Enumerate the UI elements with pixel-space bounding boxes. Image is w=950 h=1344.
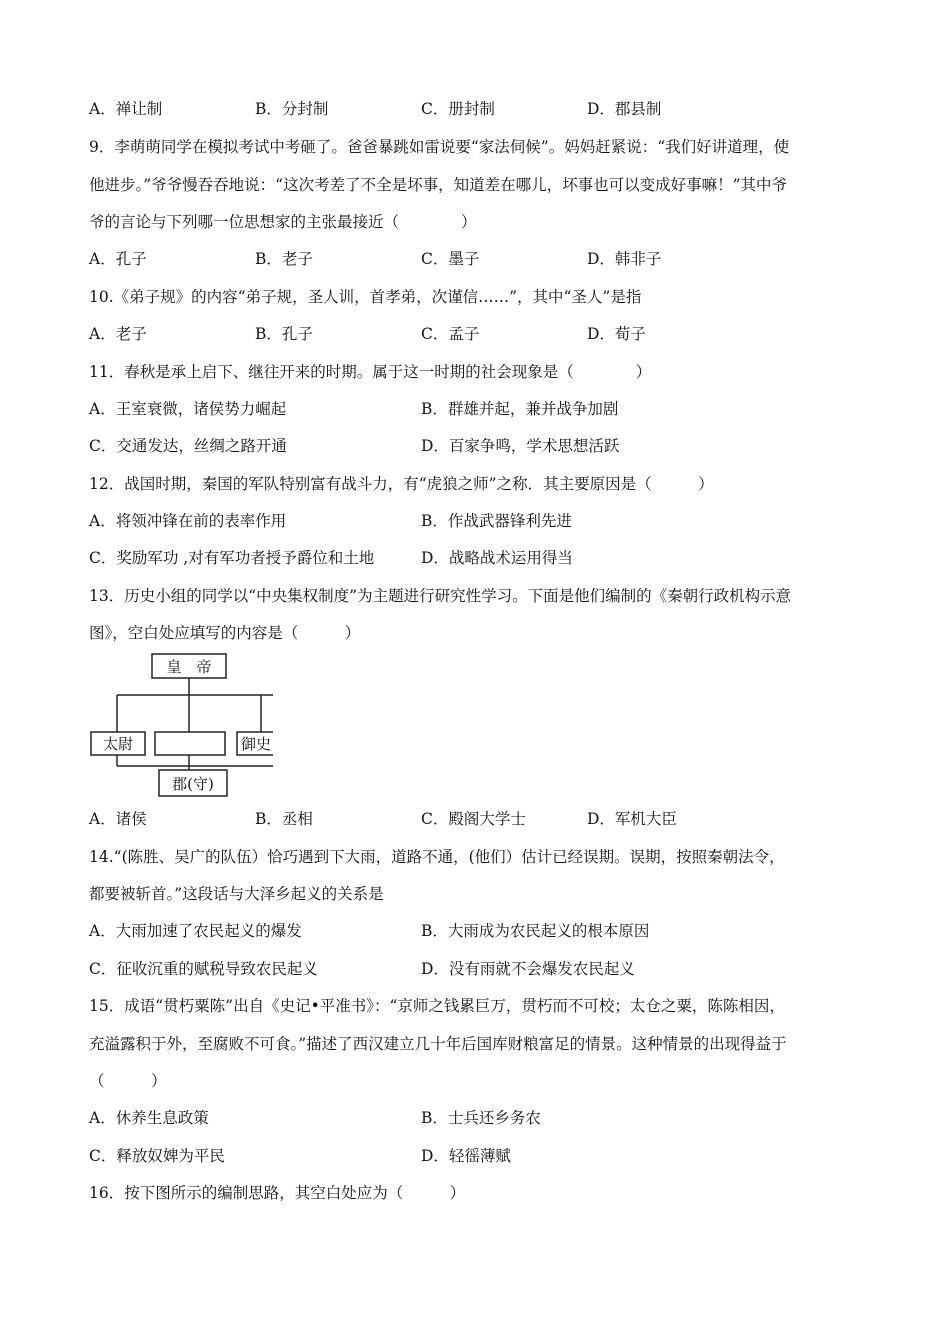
yushi-label: 御史 [241, 735, 272, 753]
q13-option-a: A．诸侯 [89, 810, 147, 828]
q11-option-d: D．百家争鸣，学术思想活跃 [421, 437, 620, 455]
qin-admin-diagram [89, 652, 273, 800]
q9-option-b: B．老子 [255, 250, 313, 268]
q9-stem-line-3: 爷的言论与下列哪一位思想家的主张最接近（ ） [89, 213, 477, 231]
q16-stem: 16．按下图所示的编制思路，其空白处应为（ ） [89, 1184, 466, 1202]
q15-option-d: D．轻徭薄赋 [421, 1147, 511, 1165]
q12-option-d: D．战略战术运用得当 [421, 549, 573, 567]
q10-option-d: D．荀子 [587, 325, 646, 343]
q14-option-b: B．大雨成为农民起义的根本原因 [421, 922, 650, 940]
q10-option-b: B．孔子 [255, 325, 313, 343]
q13-option-d: D．军机大臣 [587, 810, 677, 828]
q15-option-c: C．释放奴婢为平民 [89, 1147, 225, 1165]
q9-option-d: D．韩非子 [587, 250, 662, 268]
q15-option-a: A．休养生息政策 [89, 1109, 209, 1127]
q9-stem-line-2: 他进步。”爷爷慢吞吞地说：“这次考差了不全是坏事，知道差在哪儿，坏事也可以变成好事嘛！”其中爷 [89, 176, 788, 194]
q12-option-a: A．将领冲锋在前的表率作用 [89, 512, 287, 530]
q12-option-c: C．奖励军功 ,对有军功者授予爵位和土地 [89, 549, 375, 567]
q13-option-b: B．丞相 [255, 810, 313, 828]
q9-option-a: A．孔子 [89, 250, 147, 268]
q8-option-a: A．禅让制 [89, 100, 163, 118]
q8-option-c: C．册封制 [421, 100, 495, 118]
q15-option-b: B．士兵还乡务农 [421, 1109, 541, 1127]
q14-stem-line-2: 都要被斩首。”这段话与大泽乡起义的关系是 [89, 885, 384, 903]
q13-stem-line-2: 图》，空白处应填写的内容是（ ） [89, 624, 361, 642]
q15-stem-line-2: 充溢露积于外，至腐败不可食。”描述了西汉建立几十年后国库财粮富足的情景。这种情景的出现得益于 [89, 1035, 787, 1053]
q15-stem-line-1: 15．成语“贯朽粟陈”出自《史记•平准书》：“京师之钱累巨万，贯朽而不可校；太仓之粟，陈陈相因， [89, 997, 785, 1015]
q9-stem-line-1: 9．李萌萌同学在模拟考试中考砸了。爸爸暴跳如雷说要“家法伺候”。妈妈赶紧说：“我们好讲道理，使 [89, 138, 790, 156]
q10-stem: 10.《弟子规》的内容“弟子规，圣人训，首孝弟，次谨信……”，其中“圣人”是指 [89, 288, 642, 306]
q9-option-c: C．墨子 [421, 250, 480, 268]
taiwei-label: 太尉 [102, 735, 134, 753]
q13-stem-line-1: 13．历史小组的同学以“中央集权制度”为主题进行研究性学习。下面是他们编制的《秦朝行政机构示意 [89, 587, 792, 605]
emperor-label: 皇 帝 [166, 658, 212, 676]
q14-option-d: D．没有雨就不会爆发农民起义 [421, 960, 635, 978]
q11-option-b: B．群雄并起，兼并战争加剧 [421, 400, 619, 418]
commandery-label: 郡(守) [172, 775, 214, 793]
q11-option-a: A．王室衰微，诸侯势力崛起 [89, 400, 287, 418]
q12-option-b: B．作战武器锋利先进 [421, 512, 572, 530]
q11-option-c: C．交通发达，丝绸之路开通 [89, 437, 287, 455]
q15-stem-line-3: （ ） [89, 1072, 167, 1090]
q13-option-c: C．殿阁大学士 [421, 810, 526, 828]
q12-stem: 12．战国时期，秦国的军队特别富有战斗力，有“虎狼之师”之称．其主要原因是（ ） [89, 475, 714, 493]
q8-option-d: D．郡县制 [587, 100, 662, 118]
q11-stem: 11．春秋是承上启下、继往开来的时期。属于这一时期的社会现象是（ ） [89, 363, 652, 381]
q10-option-c: C．孟子 [421, 325, 480, 343]
q14-option-a: A．大雨加速了农民起义的爆发 [89, 922, 302, 940]
q14-option-c: C．征收沉重的赋税导致农民起义 [89, 960, 318, 978]
q8-option-b: B．分封制 [255, 100, 329, 118]
blank-box [155, 732, 225, 755]
q10-option-a: A．老子 [89, 325, 147, 343]
q14-stem-line-1: 14.“(陈胜、吴广的队伍）恰巧遇到下大雨，道路不通，(他们）估计已经误期。误期，按照秦朝法令， [89, 848, 785, 866]
